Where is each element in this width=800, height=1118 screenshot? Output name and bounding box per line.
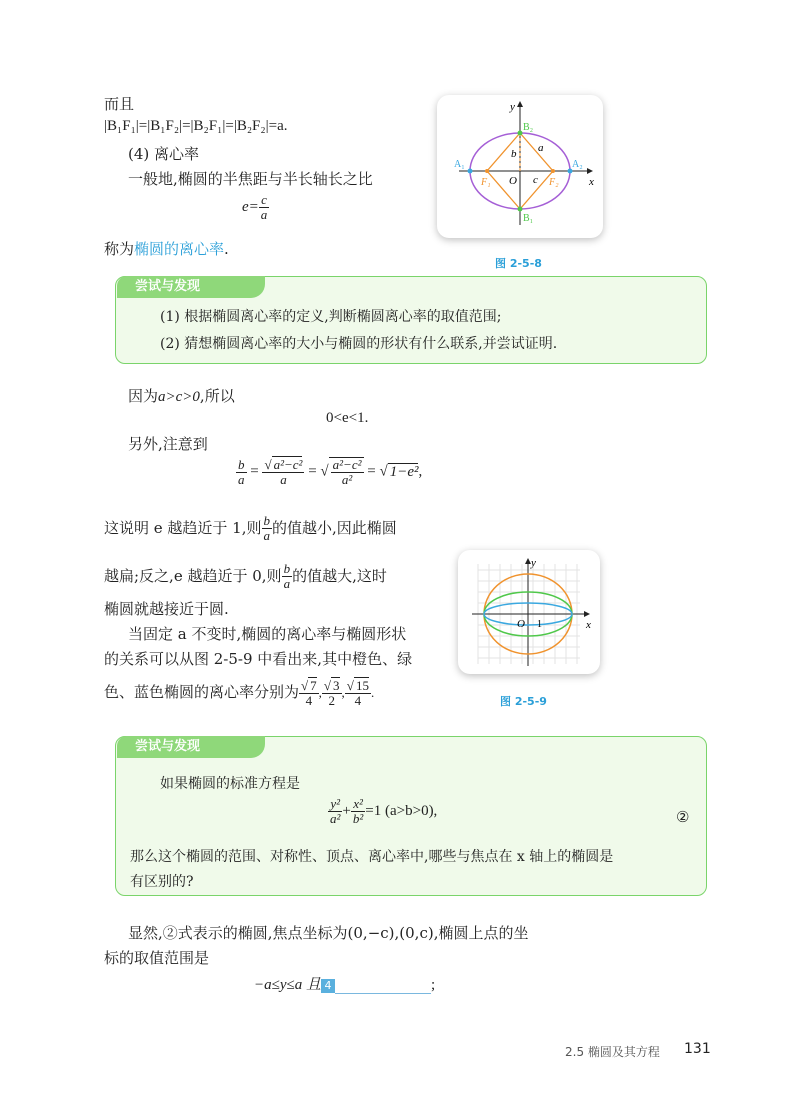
equals: = bbox=[308, 463, 317, 480]
f2-label: F₂ bbox=[549, 177, 559, 188]
text-line bbox=[104, 514, 397, 544]
origin-label: O bbox=[517, 618, 525, 630]
formula-lhs: e= bbox=[242, 199, 259, 216]
definition-line bbox=[104, 238, 229, 259]
text-line bbox=[104, 562, 387, 592]
y-label: y bbox=[510, 101, 515, 113]
x-label: x bbox=[586, 619, 591, 631]
x-label: x bbox=[589, 176, 594, 188]
equation-rhs: =1 (a>b>0), bbox=[365, 803, 438, 820]
figure-caption: 图 2-5-9 bbox=[500, 695, 547, 708]
sep: , bbox=[318, 684, 322, 700]
radicand: 7 bbox=[310, 678, 317, 693]
ellipse-diagram bbox=[437, 95, 603, 238]
x-axis-arrow bbox=[587, 168, 593, 174]
text-part: 的值越小,因此椭圆 bbox=[272, 518, 397, 537]
text-line bbox=[128, 385, 235, 406]
box-title: 尝试与发现 bbox=[117, 276, 265, 298]
frac-num: y² bbox=[328, 797, 342, 812]
standard-equation bbox=[328, 797, 437, 827]
text-line: 标的取值范围是 bbox=[104, 949, 210, 967]
keyword-eccentricity: 椭圆的离心率 bbox=[134, 240, 225, 258]
frac-num: b bbox=[263, 513, 270, 528]
y-axis-arrow bbox=[517, 101, 523, 107]
frac-den: a bbox=[238, 471, 245, 487]
vertex-b1 bbox=[518, 207, 523, 212]
blank-number: 4 bbox=[321, 979, 335, 993]
inequality-inline: a>c>0 bbox=[158, 389, 200, 405]
text-part: 色、蓝色椭圆的离心率分别为 bbox=[104, 682, 300, 701]
eccentricity-formula bbox=[242, 193, 269, 223]
range-expr: −a≤y≤a 且 bbox=[254, 977, 321, 993]
unit-label: 1 bbox=[537, 619, 542, 630]
plus: + bbox=[342, 803, 351, 820]
text-part: 越扁;反之,e 越趋近于 0,则 bbox=[104, 566, 282, 585]
semicolon: ; bbox=[431, 977, 436, 993]
b2-label: B₂ bbox=[523, 122, 534, 133]
box-question: 有区别的? bbox=[130, 874, 194, 890]
f1-label: F₁ bbox=[481, 177, 491, 188]
text-line: 的关系可以从图 2-5-9 中看出来,其中橙色、绿 bbox=[104, 650, 413, 668]
y-label: y bbox=[531, 557, 536, 569]
radicand: 3 bbox=[333, 678, 340, 693]
text-line: 而且 bbox=[104, 95, 135, 113]
focus-f2 bbox=[551, 169, 555, 173]
text-part: 因为 bbox=[128, 387, 159, 405]
equality-line: |B₁F₁|=|B₁F₂|=|B₂F₁|=|B₂F₂|=a. bbox=[104, 118, 288, 134]
a2-label: A₂ bbox=[572, 159, 583, 170]
text-line: 另外,注意到 bbox=[128, 435, 208, 453]
text-part: . bbox=[224, 240, 229, 258]
frac-den: a² bbox=[330, 811, 341, 827]
comma: , bbox=[418, 463, 423, 480]
sqrt-expr: a²−c² bbox=[273, 456, 303, 472]
origin-label: O bbox=[509, 175, 517, 187]
frac-den: a bbox=[280, 471, 287, 487]
text-line: 当固定 a 不变时,椭圆的离心率与椭圆形状 bbox=[128, 625, 407, 643]
end: . bbox=[370, 684, 375, 700]
text-part: 的值越大,这时 bbox=[292, 566, 387, 585]
equation-tag: ② bbox=[676, 808, 690, 826]
vertex-a1 bbox=[468, 169, 473, 174]
eccentricity-comparison-diagram bbox=[458, 550, 600, 674]
text-line: 一般地,椭圆的半焦距与半长轴长之比 bbox=[128, 170, 373, 188]
radicand: 15 bbox=[355, 678, 369, 693]
eccentricity-range: 0<e<1. bbox=[326, 410, 369, 426]
box-question: 那么这个椭圆的范围、对称性、顶点、离心率中,哪些与焦点在 x 轴上的椭圆是 bbox=[130, 849, 614, 865]
figure-2-5-9 bbox=[458, 550, 600, 674]
x-axis-arrow bbox=[584, 611, 590, 617]
text-line: 椭圆就越接近于圆. bbox=[104, 600, 229, 618]
frac-den: a² bbox=[341, 472, 353, 488]
a-label: a bbox=[538, 142, 544, 154]
box-intro: 如果椭圆的标准方程是 bbox=[160, 776, 300, 792]
vertex-b2 bbox=[518, 131, 523, 136]
sqrt-expr: 1−e² bbox=[389, 463, 419, 480]
frac-num: c bbox=[259, 193, 270, 208]
frac-den: b² bbox=[352, 811, 364, 827]
a1-label: A₁ bbox=[454, 159, 465, 170]
frac-den: 4 bbox=[305, 693, 313, 709]
b1-label: B₁ bbox=[523, 213, 534, 224]
range-line bbox=[254, 973, 435, 994]
frac-den: 4 bbox=[354, 693, 362, 709]
box-title: 尝试与发现 bbox=[117, 736, 265, 758]
frac-den: a bbox=[283, 576, 291, 592]
page-number: 131 bbox=[684, 1041, 711, 1057]
frac-num: a²−c² bbox=[332, 457, 362, 472]
frac-num: b bbox=[238, 456, 245, 472]
focus-f1 bbox=[485, 169, 489, 173]
equals: = bbox=[367, 463, 376, 480]
question-2: (2) 猜想椭圆离心率的大小与椭圆的形状有什么联系,并尝试证明. bbox=[160, 336, 558, 352]
answer-blank[interactable] bbox=[335, 977, 431, 994]
section-footer: 2.5 椭圆及其方程 bbox=[565, 1045, 660, 1059]
text-part: 这说明 e 越趋近于 1,则 bbox=[104, 518, 262, 537]
frac-num: x² bbox=[351, 797, 365, 812]
frac-den: 2 bbox=[328, 693, 335, 709]
c-label: c bbox=[533, 174, 538, 186]
ratio-formula: $\frac{b}{a}$ = $\frac{\text{√ a²−c²}}{a}$ = √ $\frac{\text{a²−c²}}{\text{a²}}$ = √ 1−e², bbox=[238, 456, 423, 488]
figure-caption: 图 2-5-8 bbox=[495, 257, 542, 270]
equals: = bbox=[250, 463, 259, 480]
text-line: 显然,②式表示的椭圆,焦点坐标为(0,−c),(0,c),椭圆上点的坐 bbox=[128, 924, 529, 942]
b-label: b bbox=[511, 148, 517, 160]
sep: , bbox=[341, 684, 345, 700]
frac-den: a bbox=[263, 528, 270, 544]
text-line: 色、蓝色椭圆的离心率分别为 $\frac{√ 7}{4}$ , $\frac{√ 3}{2}$ , $\frac{√ 15}{4}$ . bbox=[104, 678, 375, 709]
frac-den: a bbox=[260, 207, 268, 223]
text-part: ,所以 bbox=[199, 387, 235, 405]
text-part: 称为 bbox=[104, 240, 135, 258]
question-1: (1) 根据椭圆离心率的定义,判断椭圆离心率的取值范围; bbox=[160, 309, 502, 325]
figure-2-5-8 bbox=[437, 95, 603, 238]
heading-eccentricity: (4) 离心率 bbox=[128, 145, 200, 163]
frac-num: b bbox=[283, 561, 291, 576]
